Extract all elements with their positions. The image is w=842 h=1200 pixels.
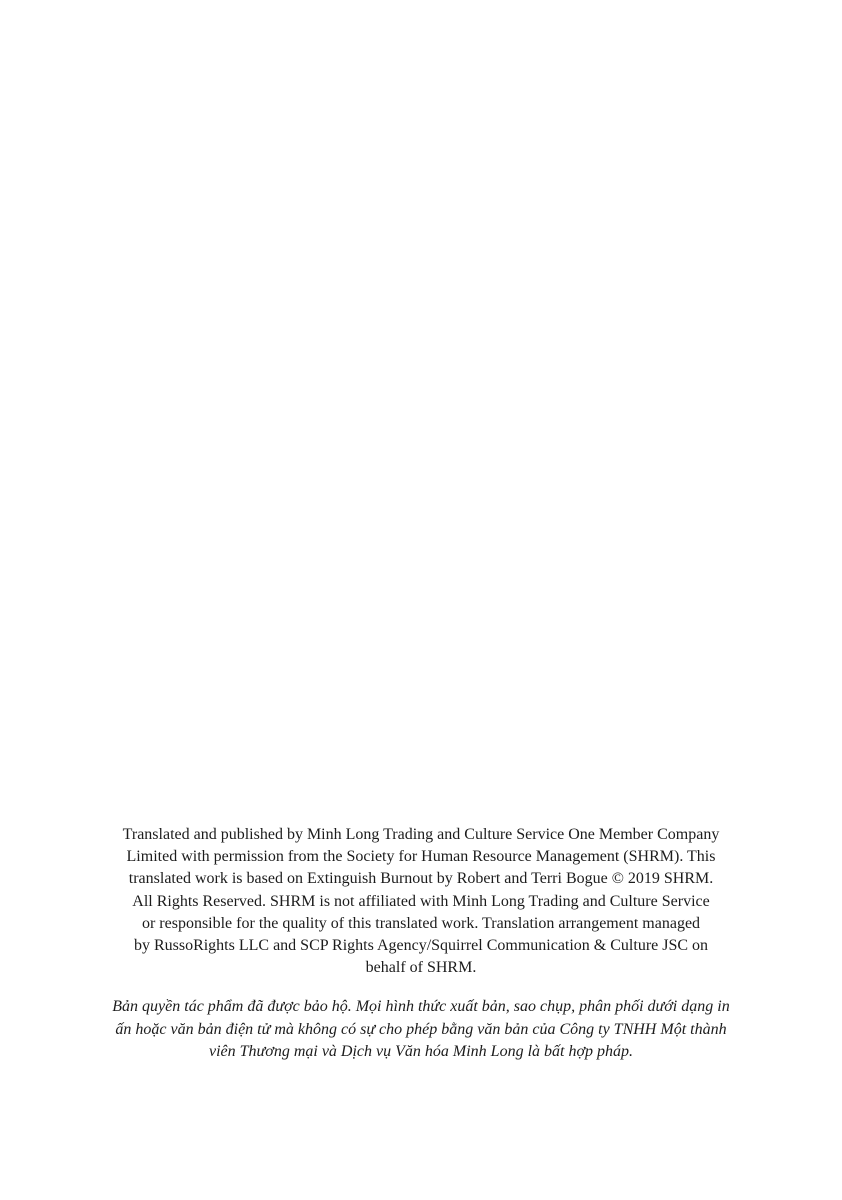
english-notice-line: behalf of SHRM. <box>365 959 477 977</box>
english-notice-line: Limited with permission from the Society for Human Resource Management (SHRM). This <box>126 848 716 866</box>
vietnamese-notice-line: ấn hoặc văn bản điện tử mà không có sự cho phép bằng văn bản của Công ty TNHH Một thành <box>115 1020 727 1038</box>
vietnamese-notice-line: viên Thương mại và Dịch vụ Văn hóa Minh Long là bất hợp pháp. <box>209 1042 633 1060</box>
english-notice-line: by RussoRights LLC and SCP Rights Agency/Squirrel Communication & Culture JSC on <box>133 937 709 955</box>
english-copyright-notice <box>0 824 842 979</box>
english-notice-line: All Rights Reserved. SHRM is not affiliated with Minh Long Trading and Culture Service <box>132 892 710 910</box>
english-notice-line: or responsible for the quality of this translated work. Translation arrangement managed <box>141 914 701 932</box>
english-notice-line: Translated and published by Minh Long Trading and Culture Service One Member Company <box>122 826 720 843</box>
vietnamese-notice-line: Bản quyền tác phẩm đã được bảo hộ. Mọi hình thức xuất bản, sao chụp, phân phối dưới dạng in <box>112 998 730 1016</box>
english-notice-line: translated work is based on Extinguish Burnout by Robert and Terri Bogue © 2019 SHRM. <box>128 870 714 888</box>
copyright-block <box>0 824 842 1063</box>
vietnamese-copyright-notice <box>0 996 842 1063</box>
